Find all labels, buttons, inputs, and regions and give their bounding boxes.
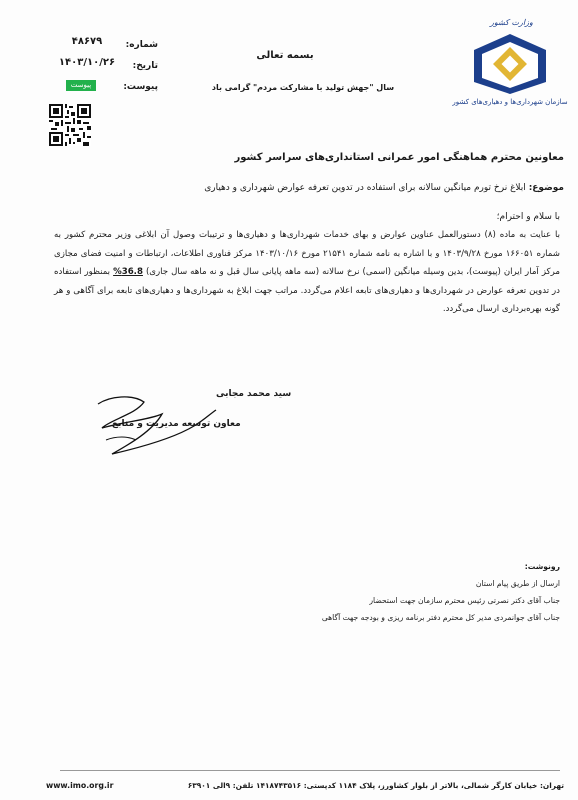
date-label: تاریخ: xyxy=(132,61,158,71)
recipient: معاونین محترم هماهنگی امور عمرانی استانداری‌های سراسر کشور xyxy=(234,152,564,163)
inflation-rate: 36.8% xyxy=(113,267,143,278)
footer-divider xyxy=(60,770,560,771)
ministry-script: وزارت کشور xyxy=(490,18,533,27)
letter-date: ۱۴۰۳/۱۰/۲۶ xyxy=(58,57,116,68)
body-part-2: بمنظور استفاده در تدوین تعرفه عوارض در شهرداری‌ها و دهیاری‌های تابعه اعلام می‌گردد. مراتب جهت ابلاغ به شهرداری‌ها و دهیاری‌های تابعه برای آگاهی و هر گونه بهره‌برداری ارسال می‌گردد. xyxy=(54,267,560,315)
footer-address: تهران: خیابان کارگر شمالی، بالاتر از بلوار کشاورز، پلاک ۱۱۸۴ کدپستی: ۱۴۱۸۷۴۳۵۱۶ تلفن: ۹الی ۶۳۹۰۱ xyxy=(187,781,564,790)
org-logo xyxy=(452,18,568,118)
footer-website: www.imo.org.ir xyxy=(46,781,114,790)
subject-line xyxy=(204,183,564,193)
qr-code-icon xyxy=(49,104,91,146)
number-label: شماره: xyxy=(125,40,158,50)
cc-list xyxy=(322,558,560,626)
org-name: سازمان شهرداری‌ها و دهیاری‌های کشور xyxy=(452,98,568,106)
body-part-1: با عنایت به ماده (۸) دستورالعمل عناوین عوارض و بهای خدمات شهرداری‌ها و دهیاری‌ها و ترتیبات وصول آن ابلاغی وزیر محترم کشور به شماره ۱۶۶۰۵۱ مورخ ۱۴۰۳/۹/۲۸ و با اشاره به نامه شماره ۲۱۵۴۱ مورخ ۱۴۰۳/۱۰/۱۶ مرکز فناوری اطلاعات، ارتباطات و امنیت فضای مجازی مرکز آمار ایران (پیوست)، بدین وسیله میانگین (اسمی) نرخ سالانه (سه ماهه پایانی سال قبل و نه ماهه سال جاری) xyxy=(54,230,560,278)
emblem-icon xyxy=(468,32,552,96)
subject-text: ابلاغ نرخ تورم میانگین سالانه برای استفاده در تدوین تعرفه عوارض شهرداری و دهیاری xyxy=(204,183,526,193)
signer-title: معاون توسعه مدیریت و منابع xyxy=(112,419,241,429)
cc-item: ارسال از طریق پیام استان xyxy=(475,579,560,588)
cc-item: جناب آقای جوانمردی مدیر کل محترم دفتر برنامه ریزی و بودجه جهت آگاهی xyxy=(321,613,560,622)
bismillah: بسمه تعالی xyxy=(256,50,314,61)
year-slogan: سال "جهش تولید با مشارکت مردم" گرامی باد xyxy=(211,83,395,92)
greeting: با سلام و احترام؛ xyxy=(496,212,560,222)
letter-body xyxy=(54,226,560,319)
attachment-label: پیوست: xyxy=(123,82,158,92)
attachment-badge: پیوست xyxy=(66,80,96,91)
cc-item: جناب آقای دکتر نصرتی رئیس محترم سازمان جهت استحضار xyxy=(369,596,560,605)
signer-name: سید محمد مجابی xyxy=(216,389,292,399)
subject-label: موضوع: xyxy=(528,183,564,193)
cc-title: رونوشت: xyxy=(524,562,560,571)
letter-number: ۴۸۶۷۹ xyxy=(71,36,103,47)
